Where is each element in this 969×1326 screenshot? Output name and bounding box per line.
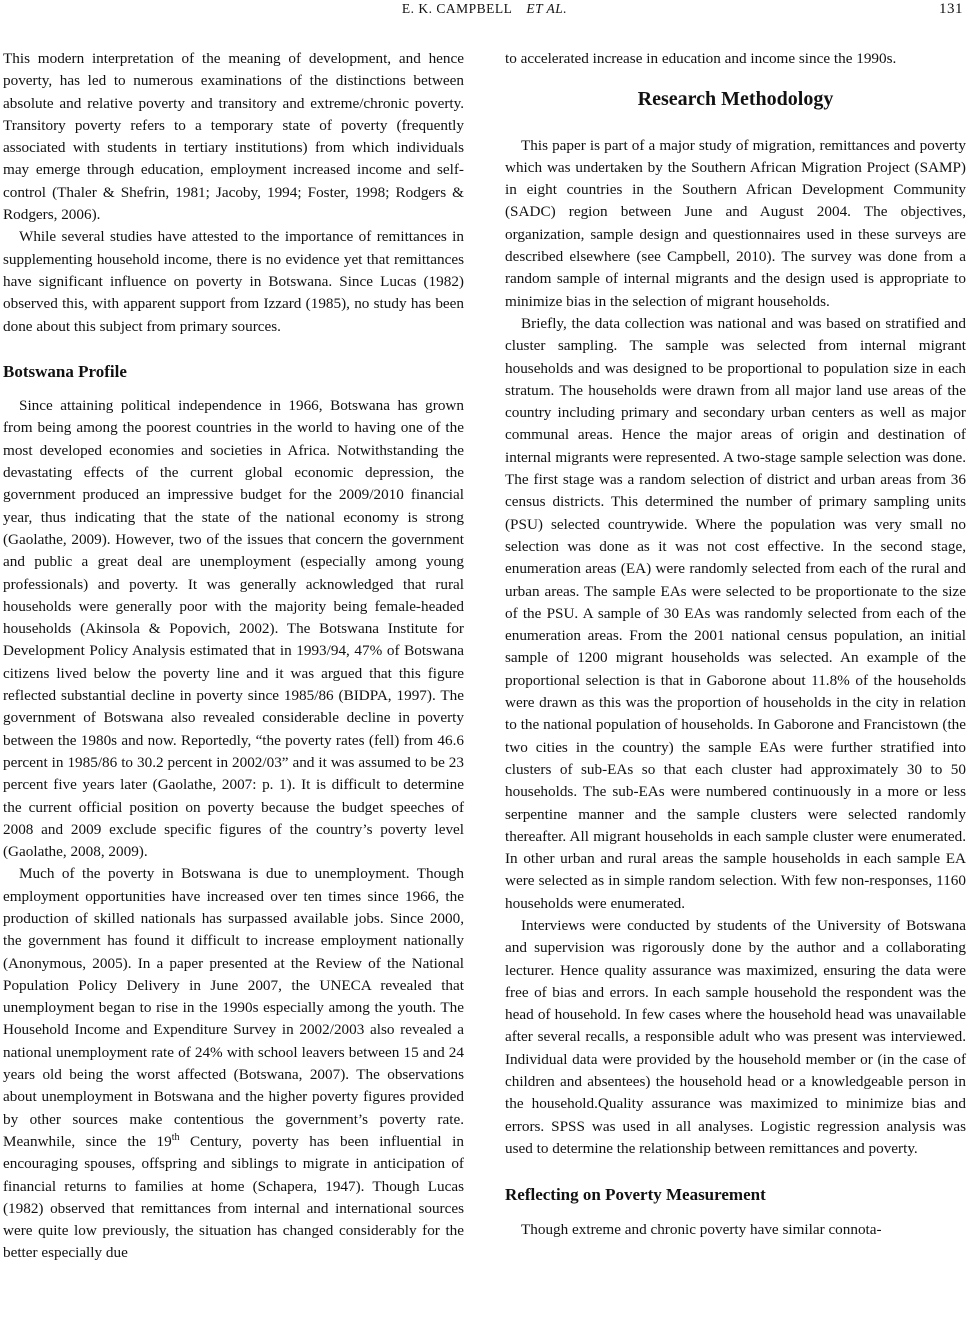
superscript: th	[171, 1131, 180, 1143]
paragraph: Since attaining political independence in 1966, Botswana has grown from being among the poorest countries in the world to having one of the most developed economies and societies in Africa. Notwithstanding the devastating effects of the current global economic depression, the government produced an impressive budget for the 2009/2010 financial year, thus indicating that the state of the national economy is strong (Gaolathe, 2009). However, two of the issues that concern the government and public a great deal are unemployment (especially among young professionals) and poverty. It was generally acknowledged that rural households were generally poor with the majority being female-headed households (Akinsola & Popovich, 2002). The Botswana Institute for Development Policy Analysis estimated that in 1993/94, 47% of Botswana citizens lived below the poverty line and it was argued that this figure reflected substantial decline in poverty since 1985/86 (BIDPA, 1997). The government of Botswana also revealed considerable decline in poverty between the 1980s and now. Reportedly, “the poverty rates (fell) from 46.6 percent in 1985/86 to 30.2 percent in 2002/03” and it was assumed to be 23 percent five years later (Gaolathe, 2007: p. 1). It is difficult to determine the current official position on poverty because the budget speeches of 2008 and 2009 exclude specific figures of the country’s poverty level (Gaolathe, 2008, 2009).	[3, 397, 464, 861]
paragraph: This paper is part of a major study of migration, remittances and poverty which was undertaken by the Southern African Migration Project (SAMP) in eight countries in the Southern African Development Community (SADC) region between June and August 2004. The objectives, organization, sample design and questionnaires used in these surveys are described elsewhere (see Campbell, 2010). The survey was done from a random sample of internal migrants and the design used is appropriate to minimize bias in the selection of migrant households.	[505, 136, 966, 310]
section-heading-botswana-profile: Botswana Profile	[3, 361, 127, 381]
paragraph: Much of the poverty in Botswana is due to unemployment. Though employment opportunities have increased over ten times since 1966, the production of skilled nationals has surpassed available jobs. Since 2000, the government has found it difficult to increase employment nationally (Anonymous, 2005). In a paper presented at the Review of the National Population Policy Delivery in June 2007, the UNECA revealed that unemployment began to rise in the 1990s especially among the youth. The Household Income and Expenditure Survey in 2002/2003 also revealed a national unemployment rate of 24% with school leavers between 15 and 24 years old being the worst affected (Botswana, 2007). The observations about unemployment in Botswana and the higher poverty figures provided by other sources make contentious the government’s poverty rate. Meanwhile, since the 19th Century, poverty has been influential in encouraging spouses, offspring and siblings to migrate in anticipation of financial returns to families at home (Schapera, 1947). Though Lucas (1982) observed that remittances from internal and international sources were quite low previously, the situation has changed considerably for the better especially due	[3, 865, 464, 1262]
page-number: 131	[939, 1, 963, 17]
section-heading-research-methodology: Research Methodology	[637, 88, 834, 111]
right-column	[505, 48, 966, 1241]
paragraph: While several studies have attested to the importance of remittances in supplementing household income, there is no evidence yet that remittances have significant influence on poverty in Botswana. Since Lucas (1982) observed this, with apparent support from Izzard (1985), no study has been done about this subject from primary sources.	[3, 228, 464, 335]
running-head	[0, 0, 969, 26]
paragraph: This modern interpretation of the meaning of development, and hence poverty, has led to numerous examinations of the distinctions between absolute and relative poverty and transitory and extreme/chronic poverty. Transitory poverty refers to a temporary state of poverty (frequently associated with students in tertiary institutions) from which individuals may emerge through education, employment increased income and self-control (Thaler & Shefrin, 1981; Jacoby, 1994; Foster, 1998; Rodgers & Rodgers, 2006).	[3, 50, 464, 224]
paragraph: Interviews were conducted by students of the University of Botswana and supervision was rigorously done by the author and a collaborating lecturer. Hence quality assurance was maximized, ensuring the data were free of bias and errors. In each sample household the respondent was the head of household. In few cases where the household head was unavailable after several recalls, a responsible adult who was present was interviewed. Individual data were provided by the household member or (in the case of children and absentees) the household head or a knowledgeable person in the household.Quality assurance was maximized to minimize bias and errors. SPSS was used in all analyses. Logistic regression analysis was used to determine the relationship between remittances and poverty.	[505, 916, 966, 1157]
paragraph: to accelerated increase in education and income since the 1990s.	[505, 50, 897, 67]
et-al: ET AL.	[526, 1, 568, 16]
running-head-author: E. K. CAMPBELL ET AL.	[401, 1, 568, 16]
left-column	[3, 48, 464, 1265]
section-heading-reflecting-on-poverty-measurement: Reflecting on Poverty Measurement	[505, 1185, 766, 1205]
paragraph: Briefly, the data collection was national and was based on stratified and cluster sampling. The sample was selected from internal migrant households and was designed to be proportional to population size in each stratum. The households were drawn from all major land use areas of the country including primary and secondary urban centers as well as major communal areas. Hence the major areas of origin and destination of internal migrants were represented. A two-stage sample selection was done. The first stage was a random selection of district and urban areas from 36 census districts. This determined the number of primary sampling units (PSU) selected countrywide. Where the population was very small no selection was done as it was not cost effective. In the second stage, enumeration areas (EA) were randomly selected from each of the rural and urban areas. The sample EAs were selected to be proportionate to the size of the PSU. A sample of 30 EAs was randomly selected from each of the enumeration areas. From the 2001 national census population, an initial sample of 1200 migrant households was selected. An example of the proportional selection is that in Gaborone about 11.8% of the households were drawn as this was the proportion of households in the city in relation to the national population of households. In Gaborone and Francistown (the two cities in the country) the sample EAs were further stratified into clusters of sub-EAs so that each cluster had approximately 30 to 50 households. The sub-EAs were numbered continuously in a more or less serpentine manner and the sample clusters were selected randomly thereafter. All migrant households in each sample cluster were enumerated. In other urban and rural areas the sample households in each sample EA were selected as in simple random selection. With few non-responses, 1160 households were enumerated.	[505, 314, 966, 912]
paragraph: Though extreme and chronic poverty have similar connota-	[521, 1220, 882, 1238]
